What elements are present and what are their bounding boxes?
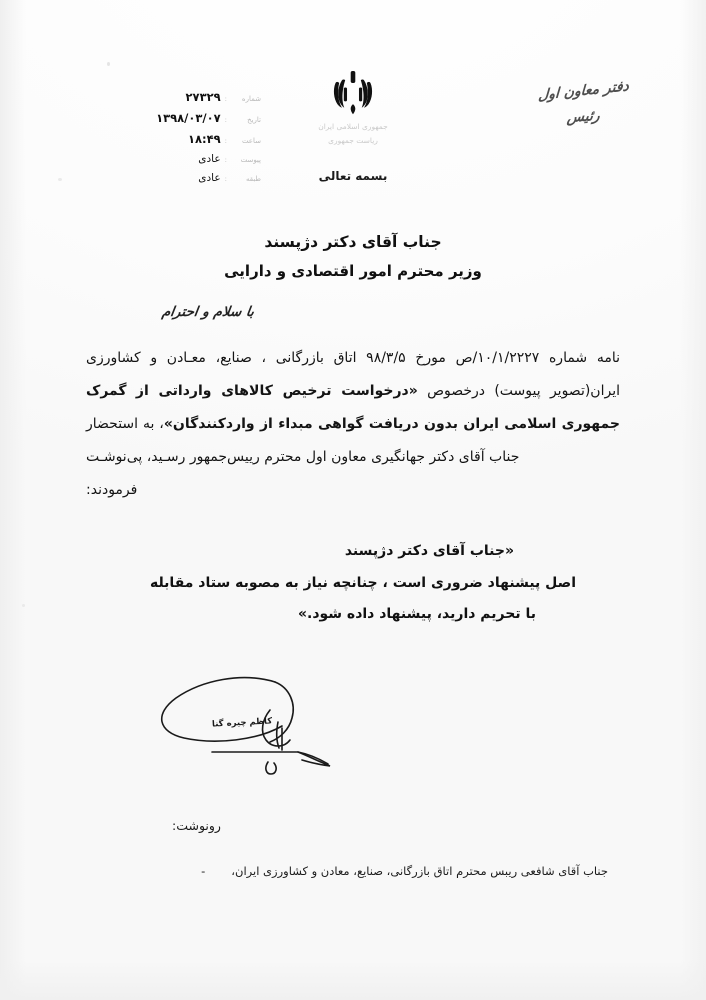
meta-colon: : — [224, 95, 227, 103]
meta-label-number: شماره — [241, 95, 261, 103]
handwritten-routing-note — [491, 80, 676, 125]
scan-edge-shadow-bottom — [0, 960, 706, 1000]
meta-label-date: تاریخ — [247, 116, 261, 124]
endorsement-quote — [86, 536, 620, 631]
quote-line-1: «جناب آقای دکتر دژپسند — [344, 543, 514, 560]
body-line-5: فرمودند: — [86, 481, 138, 498]
body-line-3-bold: گمرک جمهوری اسلامی ایران بدون دریافت گواهی مبداء از واردکنندگان» — [86, 382, 621, 432]
body-line-3-post: ، به استحضار — [86, 415, 164, 432]
cc-list — [86, 861, 620, 882]
meta-colon: : — [224, 116, 227, 124]
addressee-block — [86, 228, 620, 286]
meta-label-time: ساعت — [241, 137, 261, 145]
cc-title: رونوشت: — [172, 818, 221, 833]
letter-body — [86, 228, 620, 631]
scan-speck — [22, 604, 25, 607]
cc-item-dash: - — [201, 864, 206, 878]
handnote-line-2: رئیس — [566, 107, 601, 127]
meta-value-classification: عادی — [198, 172, 221, 184]
body-line-2-bold: «درخواست ترخیص کالاهای وارداتی از — [135, 382, 418, 399]
body-line-2-pre: کشاورزی ایران(تصویر پیوست) درخصوص — [86, 349, 620, 399]
letterhead-line-2: ریاست جمهوری — [328, 136, 378, 146]
body-line-1: نامه شماره ۱۰/۱/۲۲۲۷/ص مورخ ۹۸/۳/۵ اتاق بازرگانی ، صنایع، معـادن و — [150, 349, 620, 366]
meta-value-date: ۱۳۹۸/۰۳/۰۷ — [156, 111, 221, 125]
quote-line-3: با تحریم دارید، پیشنهاد داده شود.» — [297, 606, 536, 623]
iran-national-emblem-icon — [330, 70, 376, 118]
quote-line-2: اصل پیشنهاد ضروری است ، چنانچه نیاز به مصوبه ستاد مقابله — [149, 574, 576, 591]
signature-name: کاظم چیره گنا — [211, 716, 273, 730]
meta-value-number: ۲۷۳۲۹ — [185, 90, 221, 104]
cc-section — [86, 818, 620, 882]
meta-label-attachment: پیوست — [240, 156, 261, 164]
addressee-name: جناب آقای دکتر دژپسند — [264, 233, 442, 251]
salutation-text: با سلام و احترام — [160, 303, 256, 320]
meta-value-attachment: عادی — [198, 153, 221, 165]
cc-item-text: جناب آقای شافعی ریبس محترم اتاق بازرگانی، صنایع، معادن و کشاورزی ایران، — [231, 864, 608, 878]
meta-colon: : — [224, 137, 227, 145]
meta-value-time: ۱۸:۴۹ — [187, 132, 221, 146]
addressee-title: وزیر محترم امور اقتصادی و دارایی — [224, 262, 482, 281]
body-paragraph — [86, 342, 620, 506]
basmala-text: بسمه تعالی — [318, 168, 388, 183]
handnote-line-1: دفتر معاون اول — [537, 78, 630, 104]
letterhead-line-1: جمهوری اسلامی ایران — [318, 122, 388, 131]
letter-header — [0, 70, 706, 220]
scan-speck — [107, 62, 110, 66]
body-line-4: جناب آقای دکتر جهانگیری معاون اول محترم رییس‌جمهور رسـید، پی‌نوشـت — [86, 448, 520, 465]
cc-list-item — [86, 861, 620, 882]
meta-colon: : — [224, 175, 227, 183]
handwritten-signature-icon — [150, 670, 380, 790]
meta-label-classification: طبقه — [246, 175, 261, 183]
signature-area — [150, 670, 380, 790]
meta-colon: : — [224, 156, 227, 164]
